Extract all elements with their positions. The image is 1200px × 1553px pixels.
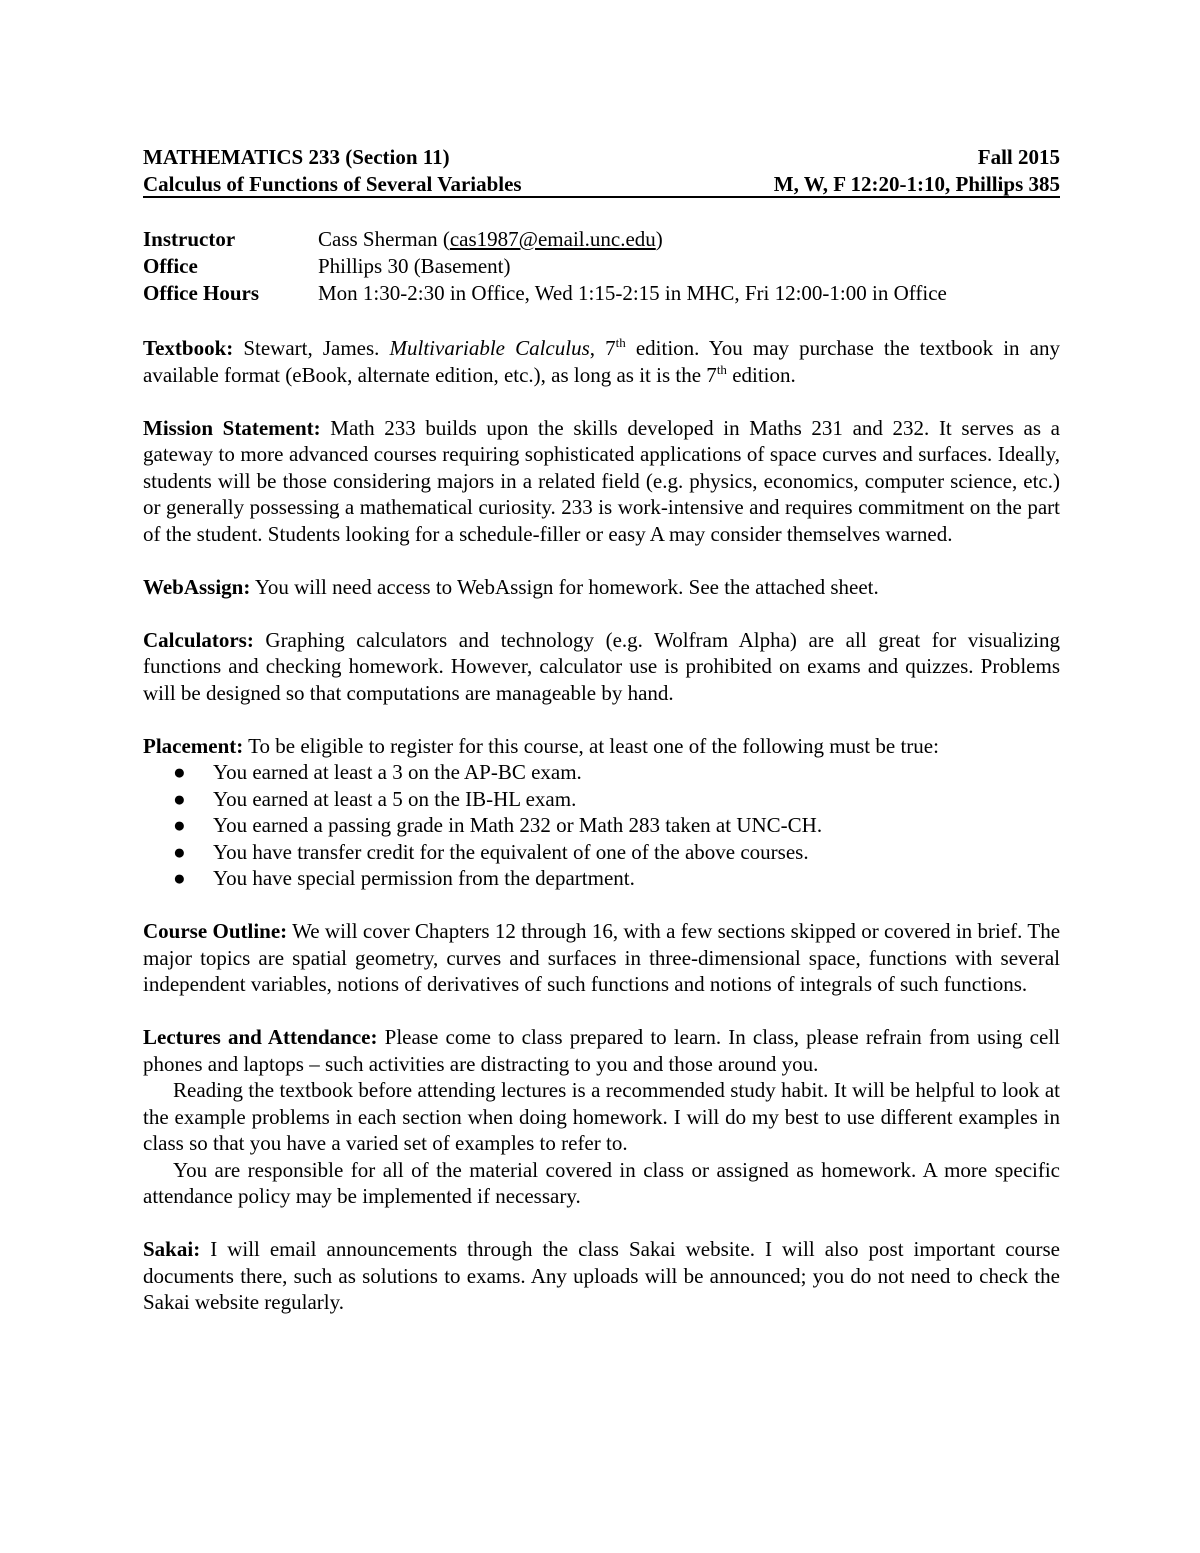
textbook-section: [143, 335, 1060, 388]
term: Fall 2015: [977, 145, 1060, 169]
bullet-icon: ●: [173, 813, 186, 837]
instructor-label: Instructor: [143, 227, 236, 251]
calculators-label: Calculators:: [143, 627, 254, 652]
bullet-icon: ●: [173, 760, 186, 784]
placement-text: To be eligible to register for this course, at least one of the following must be true:: [243, 733, 939, 758]
lectures-text: Please come to class prepared to learn. In class, please refrain from using cell phones and laptops – such activities are distracting to you and those around you.: [143, 1025, 1060, 1076]
list-item: [143, 812, 1060, 839]
instructor-email-link[interactable]: cas1987@email.unc.edu: [449, 227, 656, 251]
lectures-paragraph-3: You are responsible for all of the material covered in class or assigned as homework. A more specific attendance policy may be implemented if necessary.: [143, 1157, 1060, 1208]
webassign-text: You will need access to WebAssign for homework. See the attached sheet.: [250, 574, 879, 599]
textbook-title: Multivariable Calculus: [389, 336, 590, 360]
bullet-icon: ●: [173, 866, 186, 890]
syllabus-body: [143, 335, 1060, 1342]
placement-section: [143, 733, 1060, 760]
course-outline-label: Course Outline:: [143, 919, 288, 943]
webassign-label: WebAssign:: [143, 574, 251, 599]
list-item: [143, 786, 1060, 813]
office-label: Office: [143, 254, 198, 278]
mission-section: [143, 415, 1060, 548]
office-value: Phillips 30 (Basement): [318, 254, 511, 278]
lectures-section: [143, 1024, 1060, 1077]
course-code: MATHEMATICS 233 (Section 11): [143, 145, 450, 169]
sakai-label: Sakai:: [143, 1237, 201, 1261]
header-divider: [143, 196, 1060, 198]
list-item-text: You have special permission from the department.: [213, 866, 635, 890]
list-item: [143, 759, 1060, 786]
textbook-text-3: edition. You may purchase the textbook in any available format (eBook, alternate edition, etc.), as long as it is the 7: [143, 336, 1060, 387]
calculators-section: [143, 627, 1060, 707]
textbook-text-4: edition.: [726, 362, 796, 387]
office-hours-row: [143, 280, 1060, 307]
lectures-paragraph-2: Reading the textbook before attending lectures is a recommended study habit. It will be helpful to look at the example problems in each section when doing homework. I will do my best to use different examples in class so that you have a varied set of examples to refer to.: [143, 1078, 1060, 1155]
textbook-superscript-1: th: [615, 335, 626, 350]
schedule: M, W, F 12:20-1:10, Phillips 385: [773, 172, 1060, 196]
office-hours-value: Mon 1:30-2:30 in Office, Wed 1:15-2:15 in MHC, Fri 12:00-1:00 in Office: [318, 281, 947, 305]
instructor-name: Cass Sherman (: [318, 227, 450, 251]
list-item: [143, 865, 1060, 892]
list-item-text: You have transfer credit for the equivalent of one of the above courses.: [213, 839, 809, 864]
instructor-close-paren: ): [655, 227, 663, 251]
mission-label: Mission Statement:: [143, 415, 321, 440]
course-outline-text: We will cover Chapters 12 through 16, with a few sections skipped or covered in brief. The major topics are spatial geometry, curves and surfaces in three-dimensional space, functions with several independent variables, notions of derivatives of such functions and notions of integrals of such functions.: [143, 919, 1061, 996]
calculators-text: Graphing calculators and technology (e.g. Wolfram Alpha) are all great for visualizing functions and checking homework. However, calculator use is prohibited on exams and quizzes. Problems will be designed so that computations are manageable by hand.: [143, 627, 1060, 705]
placement-label: Placement:: [143, 733, 244, 758]
textbook-text-2: , 7: [589, 336, 616, 360]
sakai-text: I will email announcements through the class Sakai website. I will also post important course documents there, such as solutions to exams. Any uploads will be announced; you do not need to check the Sakai website regularly.: [143, 1237, 1060, 1314]
bullet-icon: ●: [173, 839, 186, 864]
mission-text: Math 233 builds upon the skills developed in Maths 231 and 232. It serves as a gateway to more advanced courses requiring sophisticated applications of space curves and surfaces. Ideally, students will be those considering majors in a related field (e.g. physics, economics, computer science, etc.) or generally possessing a mathematical curiosity. 233 is work-intensive and requires commitment on the part of the student. Students looking for a schedule-filler or easy A may consider themselves warned.: [143, 415, 1061, 546]
instructor-row: [143, 226, 1060, 253]
office-hours-label: Office Hours: [143, 281, 260, 305]
instructor-info: [143, 226, 1060, 307]
sakai-section: [143, 1236, 1060, 1316]
instructor-value: [318, 226, 663, 253]
list-item: [143, 839, 1060, 866]
list-item-text: You earned at least a 5 on the IB-HL exam.: [213, 786, 577, 811]
textbook-text-1: Stewart, James.: [233, 336, 390, 360]
placement-list: [143, 759, 1060, 892]
office-row: [143, 253, 1060, 280]
lectures-label: Lectures and Attendance:: [143, 1025, 378, 1049]
textbook-superscript-2: th: [716, 361, 727, 377]
webassign-section: [143, 574, 1060, 601]
textbook-label: Textbook:: [143, 336, 234, 360]
bullet-icon: ●: [173, 786, 186, 811]
course-outline-section: [143, 918, 1060, 998]
list-item-text: You earned a passing grade in Math 232 or Math 283 taken at UNC-CH.: [213, 813, 823, 837]
list-item-text: You earned at least a 3 on the AP-BC exam.: [213, 760, 582, 784]
course-title: Calculus of Functions of Several Variables: [143, 172, 522, 196]
